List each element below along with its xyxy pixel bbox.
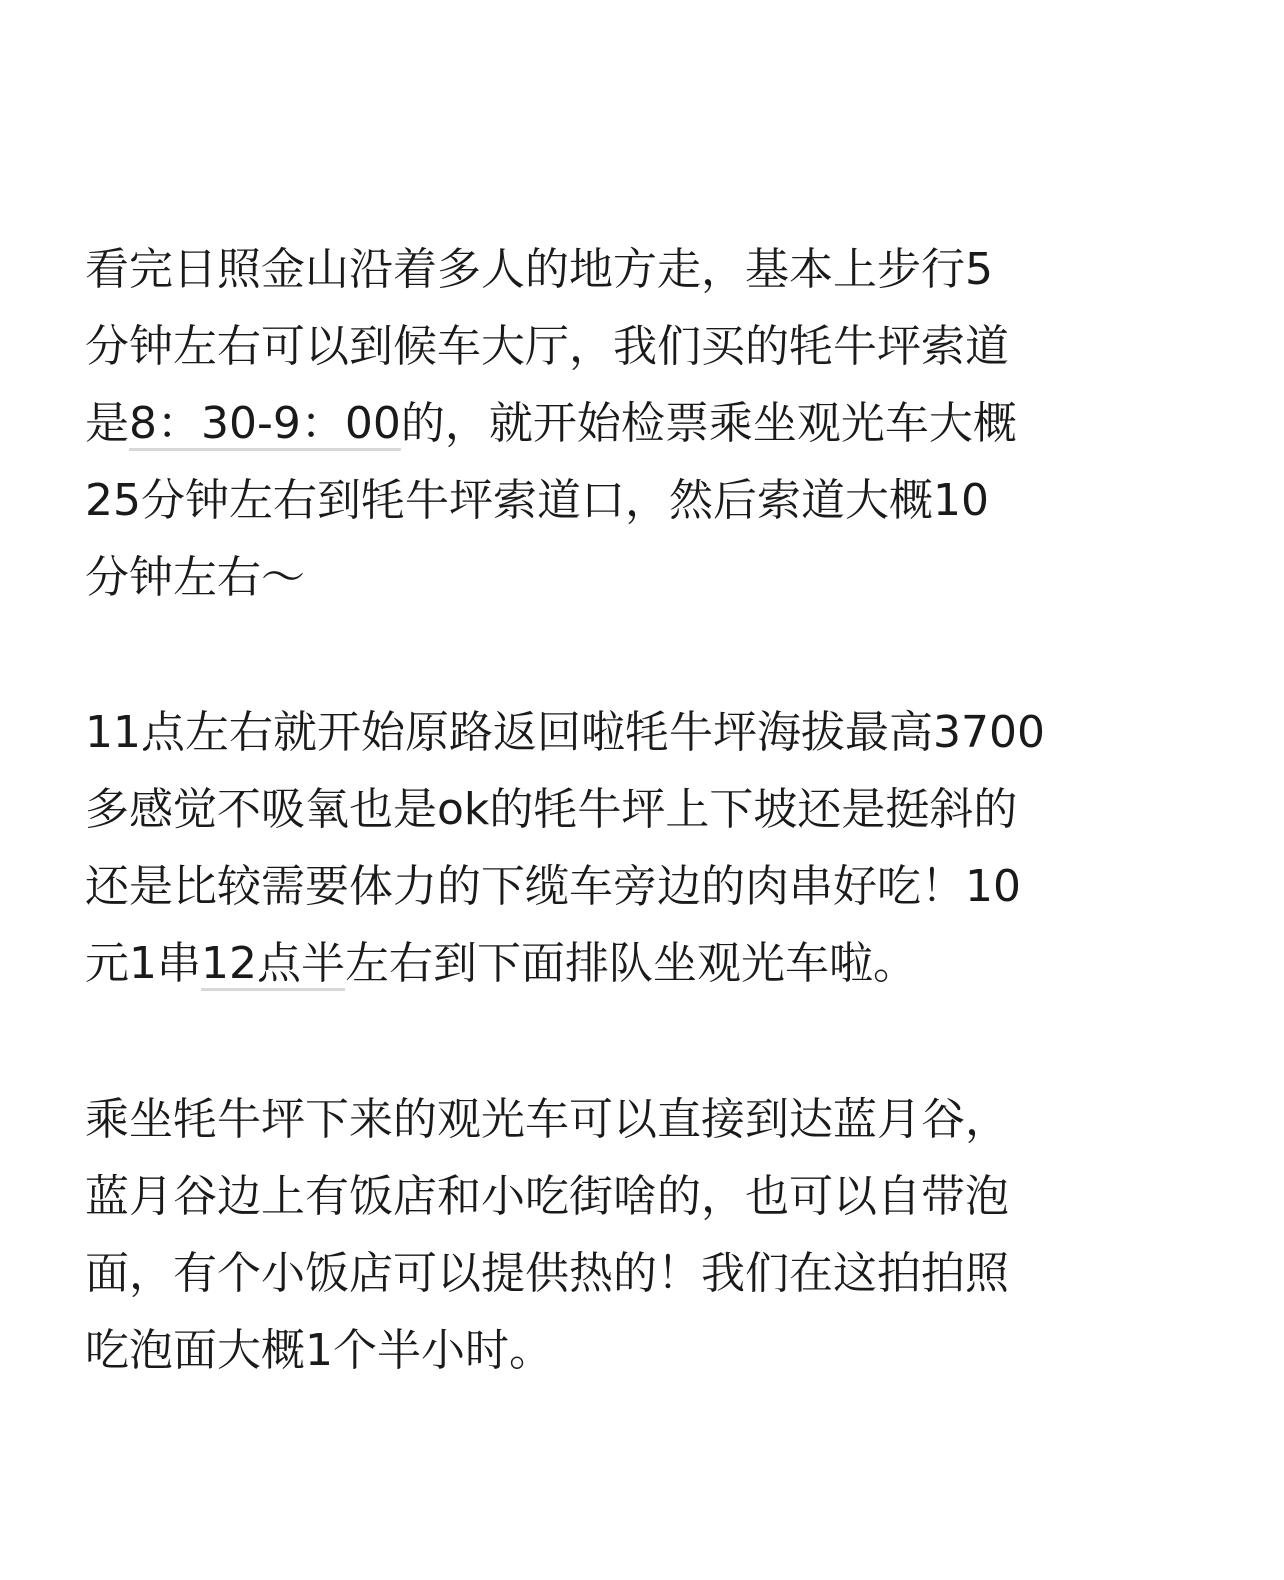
text-line xyxy=(85,394,1017,454)
text-segment: 是 xyxy=(85,398,129,449)
underlined-time: 12点半 xyxy=(201,938,345,989)
text-line: 还是比较需要体力的下缆车旁边的肉串好吃！10 xyxy=(85,861,1021,912)
underlined-time: 8：30-9：00 xyxy=(129,398,401,449)
text-line xyxy=(85,934,917,994)
text-line: 面，有个小饭店可以提供热的！我们在这拍拍照 xyxy=(85,1248,1009,1299)
text-segment: 元1串 xyxy=(85,938,201,989)
text-segment: 左右到下面排队坐观光车啦。 xyxy=(345,938,917,989)
text-segment: 的，就开始检票乘坐观光车大概 xyxy=(400,398,1017,449)
text-line: 多感觉不吸氧也是ok的牦牛坪上下坡还是挺斜的 xyxy=(85,784,1018,835)
text-line: 25分钟左右到牦牛坪索道口，然后索道大概10 xyxy=(85,475,989,526)
text-line: 蓝月谷边上有饭店和小吃街啥的，也可以自带泡 xyxy=(85,1171,1009,1222)
text-line: 分钟左右～ xyxy=(85,552,305,603)
text-line: 乘坐牦牛坪下来的观光车可以直接到达蓝月谷， xyxy=(85,1094,1009,1145)
text-line: 吃泡面大概1个半小时。 xyxy=(85,1325,553,1376)
text-line: 看完日照金山沿着多人的地方走，基本上步行5 xyxy=(85,244,993,295)
text-line: 11点左右就开始原路返回啦牦牛坪海拔最高3700 xyxy=(85,707,1045,758)
text-line: 分钟左右可以到候车大厅，我们买的牦牛坪索道 xyxy=(85,321,1009,372)
